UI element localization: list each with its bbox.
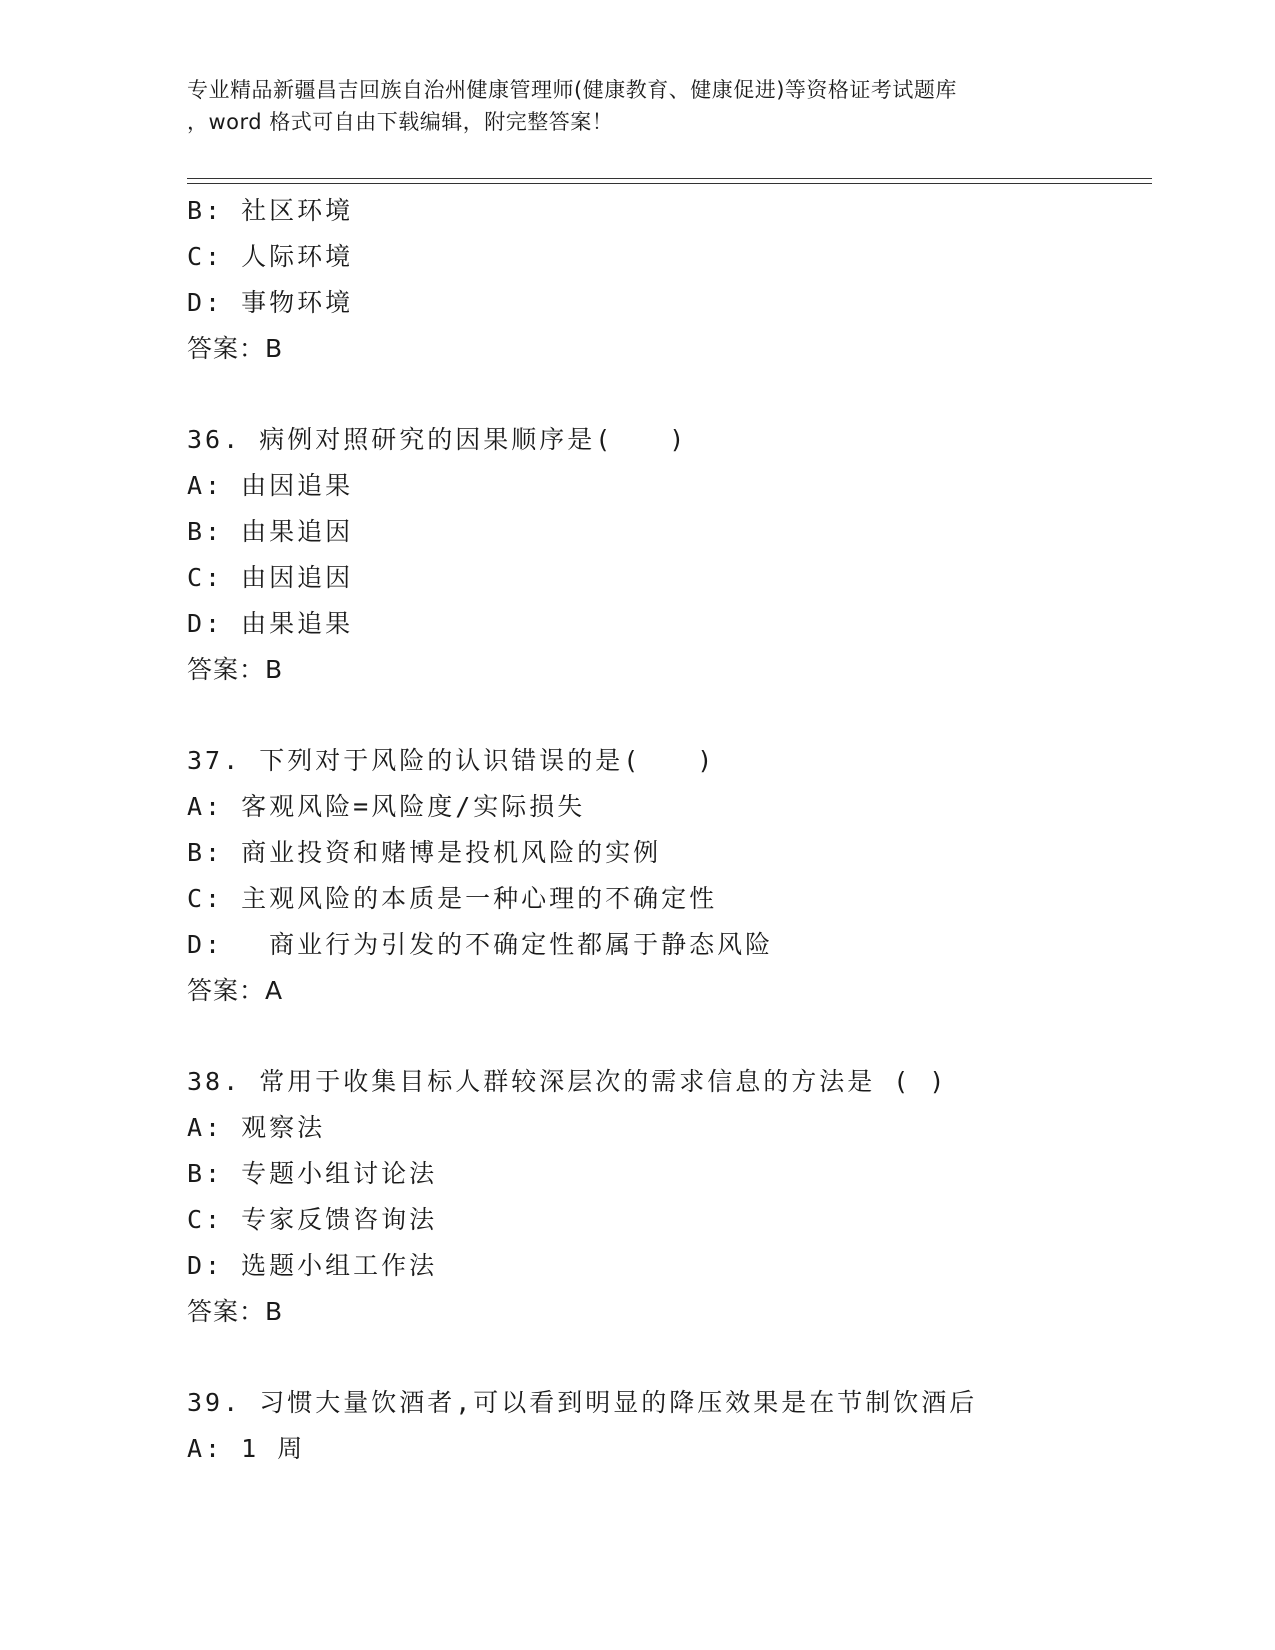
answer-line: 答案：B	[187, 334, 284, 363]
option-d: D: 由果追果	[187, 609, 354, 638]
document-header	[187, 74, 1087, 138]
question-stem: 37. 下列对于风险的认识错误的是( )	[187, 746, 716, 775]
option-c: C: 人际环境	[187, 242, 354, 271]
question-38	[187, 1059, 1147, 1335]
question-stem: 39. 习惯大量饮酒者,可以看到明显的降压效果是在节制饮酒后	[187, 1388, 978, 1417]
header-divider-top	[187, 178, 1152, 179]
option-d: D: 商业行为引发的不确定性都属于静态风险	[187, 930, 774, 959]
option-c: C: 专家反馈咨询法	[187, 1205, 438, 1234]
header-line-1: 专业精品新疆昌吉回族自治州健康管理师(健康教育、健康促进)等资格证考试题库	[187, 78, 957, 102]
option-a: A: 1 周	[187, 1434, 306, 1463]
question-stem: 38. 常用于收集目标人群较深层次的需求信息的方法是 ( )	[187, 1067, 948, 1096]
question-36	[187, 417, 1147, 693]
header-divider-bottom	[187, 183, 1152, 184]
option-a: A: 客观风险=风险度/实际损失	[187, 792, 586, 821]
answer-line: 答案：B	[187, 655, 284, 684]
option-a: A: 由因追果	[187, 471, 354, 500]
option-b: B: 专题小组讨论法	[187, 1159, 438, 1188]
question-37	[187, 738, 1147, 1014]
header-line-2: ，word 格式可自由下载编辑，附完整答案！	[187, 110, 614, 134]
question-35-partial	[187, 188, 1147, 372]
option-a: A: 观察法	[187, 1113, 326, 1142]
question-list	[187, 188, 1147, 1472]
option-b: B: 商业投资和赌博是投机风险的实例	[187, 838, 662, 867]
question-39	[187, 1380, 1147, 1472]
option-b: B: 社区环境	[187, 196, 354, 225]
option-c: C: 由因追因	[187, 563, 354, 592]
option-b: B: 由果追因	[187, 517, 354, 546]
option-c: C: 主观风险的本质是一种心理的不确定性	[187, 884, 718, 913]
option-d: D: 事物环境	[187, 288, 354, 317]
answer-line: 答案：B	[187, 1297, 284, 1326]
answer-line: 答案：A	[187, 976, 284, 1005]
question-stem: 36. 病例对照研究的因果顺序是( )	[187, 425, 688, 454]
option-d: D: 选题小组工作法	[187, 1251, 438, 1280]
